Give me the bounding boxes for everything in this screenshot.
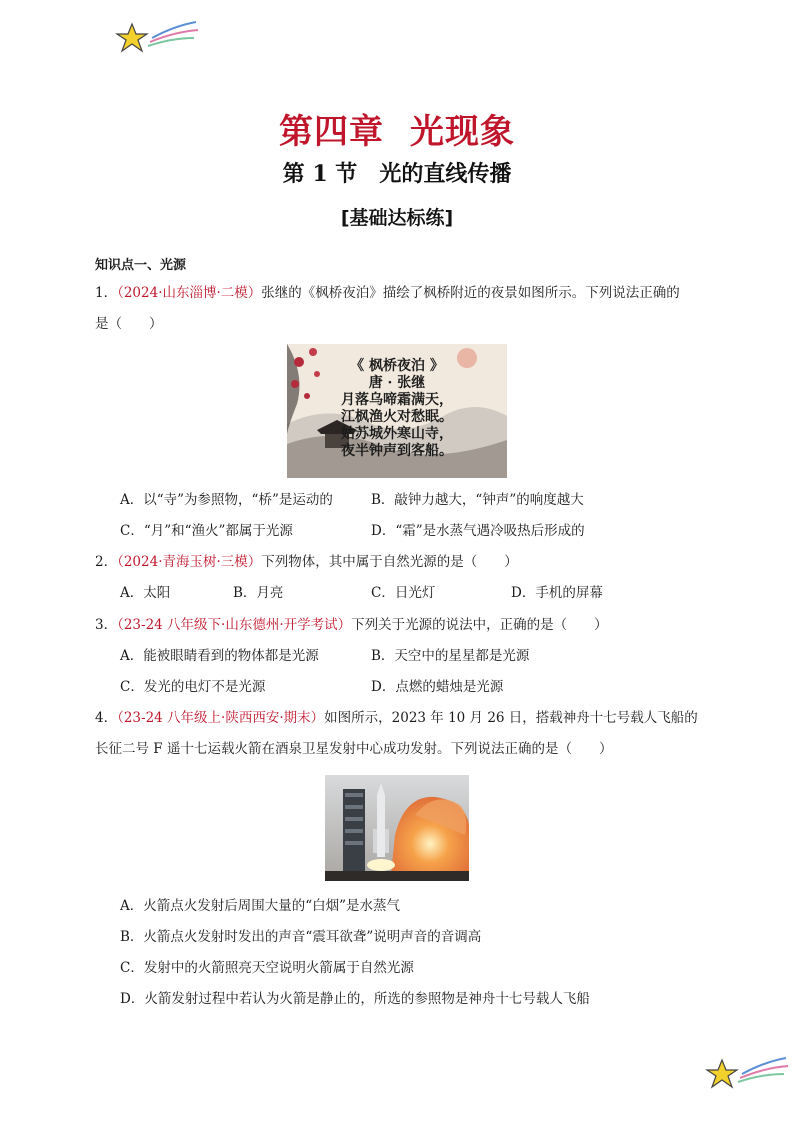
option-b: B．月亮 xyxy=(233,585,284,601)
section-title xyxy=(0,157,794,188)
option-a: A．以“寺”为参照物，“桥”是运动的 xyxy=(120,492,333,508)
rocket-launch-photo xyxy=(325,775,469,881)
option-a: A．火箭点火发射后周围大量的“白烟”是水蒸气 xyxy=(120,898,401,914)
rocket-launch-image xyxy=(325,775,469,881)
option-c: C．日光灯 xyxy=(371,585,436,601)
option-c: C．“月”和“渔火”都属于光源 xyxy=(120,523,293,539)
exercise-type: [基础达标练] xyxy=(340,207,454,229)
question-source: （2024·青海玉树·三模） xyxy=(117,554,262,570)
option-d: D．“霜”是水蒸气遇冷吸热后形成的 xyxy=(371,523,585,539)
option-a: A．能被眼睛看到的物体都是光源 xyxy=(120,648,319,664)
knowledge-point-heading: 知识点一、光源 xyxy=(95,258,187,273)
option-b: B．火箭点火发射时发出的声音“震耳欲聋”说明声音的音调高 xyxy=(120,929,482,945)
section-name: 光的直线传播 xyxy=(379,161,512,187)
shooting-star-icon xyxy=(702,1054,792,1096)
question-source: （2024·山东淄博·二模） xyxy=(117,285,262,301)
question-4-stem-cont: 长征二号 F 遥十七运载火箭在酒泉卫星发射中心成功发射。下列说法正确的是（ ） xyxy=(95,741,613,757)
chapter-title xyxy=(0,104,794,153)
question-3-stem: 3．（23-24 八年级下·山东德州·开学考试）下列关于光源的说法中，正确的是（ ） xyxy=(95,617,608,633)
option-d: D．手机的屏幕 xyxy=(511,585,603,601)
option-c: C．发光的电灯不是光源 xyxy=(120,679,266,695)
poem-text: 《 枫桥夜泊 》 唐 · 张继 月落乌啼霜满天， 江枫渔火对愁眠。 姑苏城外寒山寺， 夜半钟声到客船。 xyxy=(341,358,453,459)
option-d: D．点燃的蜡烛是光源 xyxy=(371,679,504,695)
question-1-stem-cont: 是（ ） xyxy=(95,316,163,332)
option-b: B．天空中的星星都是光源 xyxy=(371,648,530,664)
section-number: 第 1 节 xyxy=(282,161,358,187)
question-source: （23-24 八年级上·陕西西安·期末） xyxy=(117,710,325,726)
question-2-stem: 2．（2024·青海玉树·三模）下列物体，其中属于自然光源的是（ ） xyxy=(95,554,518,570)
chapter-number: 第四章 xyxy=(279,112,384,152)
option-a: A．太阳 xyxy=(120,585,171,601)
option-d: D．火箭发射过程中若认为火箭是静止的，所选的参照物是神舟十七号载人飞船 xyxy=(120,991,590,1007)
poem-illustration xyxy=(287,344,507,478)
question-1-stem: 1．（2024·山东淄博·二模）张继的《枫桥夜泊》描绘了枫桥附近的夜景如图所示。下列说法正确的 xyxy=(95,285,680,301)
option-c: C．发射中的火箭照亮天空说明火箭属于自然光源 xyxy=(120,960,414,976)
chapter-name: 光现象 xyxy=(410,112,515,152)
question-4-stem: 4．（23-24 八年级上·陕西西安·期末）如图所示，2023 年 10 月 26 日，搭载神舟十七号载人飞船的 xyxy=(95,710,698,726)
question-source: （23-24 八年级下·山东德州·开学考试） xyxy=(117,617,352,633)
shooting-star-icon xyxy=(112,18,202,60)
option-b: B．敲钟力越大，“钟声”的响度越大 xyxy=(371,492,584,508)
